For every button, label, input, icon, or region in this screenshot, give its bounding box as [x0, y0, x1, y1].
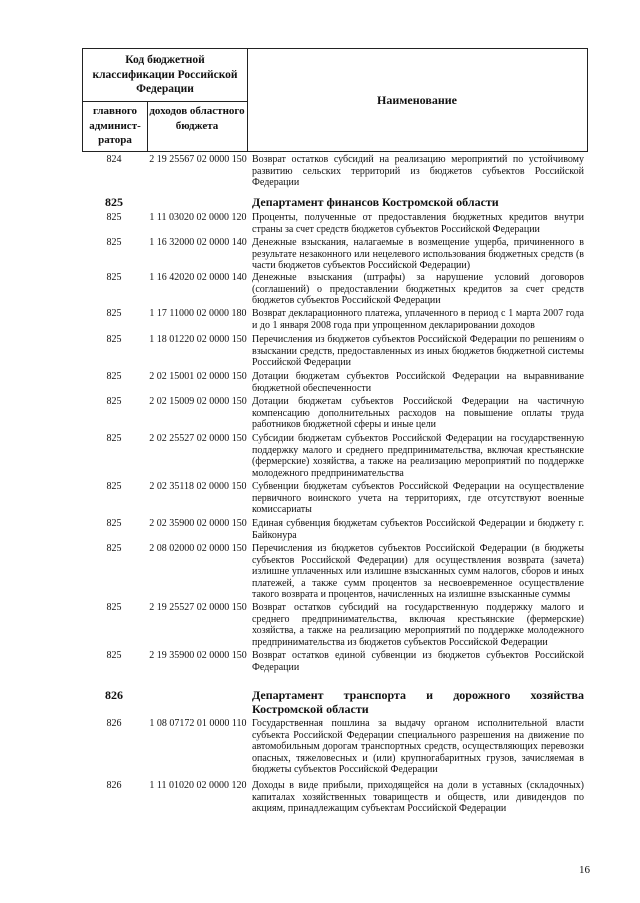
row-description: Возврат декларационного платежа, уплаченного в период с 1 марта 2007 года и до 1 января 2008 года при упрощенном декларировании доходов	[252, 308, 584, 331]
header-code-title: Код бюджетной классификации Российской Федерации	[92, 54, 238, 95]
row-description: Денежные взыскания (штрафы) за нарушение условий договоров (соглашений) о предоставлении бюджетных кредитов за счет средств бюджетов субъектов Российской Федерации	[252, 272, 584, 307]
row-income-code: 2 08 02000 02 0000 150	[149, 543, 247, 554]
row-admin-code: 825	[106, 396, 122, 407]
row-income-code: 2 02 15001 02 0000 150	[149, 371, 247, 382]
row-description: Проценты, полученные от предоставления бюджетных кредитов внутри страны за счет средств бюджетов субъектов Российской Федерации	[252, 212, 584, 235]
row-description: Возврат остатков субсидий на государственную поддержку малого и среднего предпринимательства, включая крестьянские (фермерские) хозяйства, а также на реализацию мероприятий по поддержке молодежного предпринимательства из бюджетов субъектов Российской Федерации	[252, 602, 584, 648]
row-description: Возврат остатков субсидий на реализацию мероприятий по устойчивому развитию сельских территорий из бюджетов субъектов Российской Федерации	[252, 154, 584, 189]
row-admin-code: 825	[106, 237, 122, 248]
header-col-admin: главного админист-ратора	[89, 105, 141, 146]
row-income-code: 1 11 01020 02 0000 120	[149, 780, 247, 791]
row-income-code: 2 02 15009 02 0000 150	[149, 396, 247, 407]
row-admin-code: 826	[106, 718, 122, 729]
row-description: Доходы в виде прибыли, приходящейся на доли в уставных (складочных) капиталах хозяйственных товариществ и обществ, или дивидендов по акциям, принадлежащим субъектам Российской Федерации	[252, 780, 584, 815]
row-income-code: 1 17 11000 02 0000 180	[149, 308, 247, 319]
row-admin-code: 824	[106, 154, 122, 165]
header-col-income: доходов областного бюджета	[149, 105, 245, 132]
section-title: Департамент финансов Костромской области	[252, 195, 499, 209]
row-description: Единая субвенция бюджетам субъектов Российской Федерации и бюджету г. Байконура	[252, 518, 584, 541]
row-description: Перечисления из бюджетов субъектов Российской Федерации (в бюджеты субъектов Российской Федерации) для осуществления возврата (зачета) излишне уплаченных или излишне взысканных сумм налогов, сборов и иных платежей, а также сумм процентов за несвоевременное осуществление такого возврата и процентов, начисленных на излишне взысканные суммы	[252, 543, 584, 601]
row-admin-code: 825	[106, 272, 122, 283]
row-description: Дотации бюджетам субъектов Российской Федерации на частичную компенсацию дополнительных расходов на повышение оплаты труда работников бюджетной сферы и иные цели	[252, 396, 584, 431]
section-title: Департамент транспорта и дорожного хозяйства Костромской области	[252, 688, 584, 716]
section-admin-code: 826	[105, 688, 123, 702]
row-admin-code: 825	[106, 602, 122, 613]
row-description: Дотации бюджетам субъектов Российской Федерации на выравнивание бюджетной обеспеченности	[252, 371, 584, 394]
row-description: Субвенции бюджетам субъектов Российской Федерации на осуществление первичного воинского учета на территориях, где отсутствуют военные комиссариаты	[252, 481, 584, 516]
row-description: Перечисления из бюджетов субъектов Российской Федерации по решениям о взыскании средств, предоставленных из иных бюджетов бюджетной системы Российской Федерации	[252, 334, 584, 369]
row-income-code: 1 16 42020 02 0000 140	[149, 272, 247, 283]
row-income-code: 2 19 25527 02 0000 150	[149, 602, 247, 613]
row-income-code: 2 02 25527 02 0000 150	[149, 433, 247, 444]
row-income-code: 2 02 35118 02 0000 150	[149, 481, 247, 492]
row-income-code: 2 19 25567 02 0000 150	[149, 154, 247, 165]
row-admin-code: 825	[106, 433, 122, 444]
row-income-code: 1 11 03020 02 0000 120	[149, 212, 247, 223]
section-admin-code: 825	[105, 195, 123, 209]
row-admin-code: 826	[106, 780, 122, 791]
row-description: Государственная пошлина за выдачу органом исполнительной власти субъекта Российской Федерации специального разрешения на движение по автомобильным дорогам транспортных средств, осуществляющих перевозки опасных, тяжеловесных и (или) крупногабаритных грузов, зачисляемая в бюджеты субъектов Российской Федерации	[252, 718, 584, 776]
row-admin-code: 825	[106, 371, 122, 382]
row-description: Денежные взыскания, налагаемые в возмещение ущерба, причиненного в результате незаконного или нецелевого использования бюджетных средств (в части бюджетов субъектов Российской Федерации)	[252, 237, 584, 272]
row-admin-code: 825	[106, 543, 122, 554]
row-income-code: 1 16 32000 02 0000 140	[149, 237, 247, 248]
row-admin-code: 825	[106, 334, 122, 345]
row-admin-code: 825	[106, 308, 122, 319]
row-admin-code: 825	[106, 212, 122, 223]
row-income-code: 1 08 07172 01 0000 110	[149, 718, 247, 729]
row-income-code: 1 18 01220 02 0000 150	[149, 334, 247, 345]
row-admin-code: 825	[106, 518, 122, 529]
page-number: 16	[579, 864, 590, 876]
header-col-name: Наименование	[377, 93, 457, 107]
row-description: Возврат остатков единой субвенции из бюджетов субъектов Российской Федерации	[252, 650, 584, 673]
row-admin-code: 825	[106, 650, 122, 661]
row-admin-code: 825	[106, 481, 122, 492]
row-income-code: 2 02 35900 02 0000 150	[149, 518, 247, 529]
row-description: Субсидии бюджетам субъектов Российской Федерации на государственную поддержку малого и среднего предпринимательства, включая крестьянские (фермерские) хозяйства, а также на реализацию мероприятий по поддержке молодежного предпринимательства	[252, 433, 584, 479]
row-income-code: 2 19 35900 02 0000 150	[149, 650, 247, 661]
